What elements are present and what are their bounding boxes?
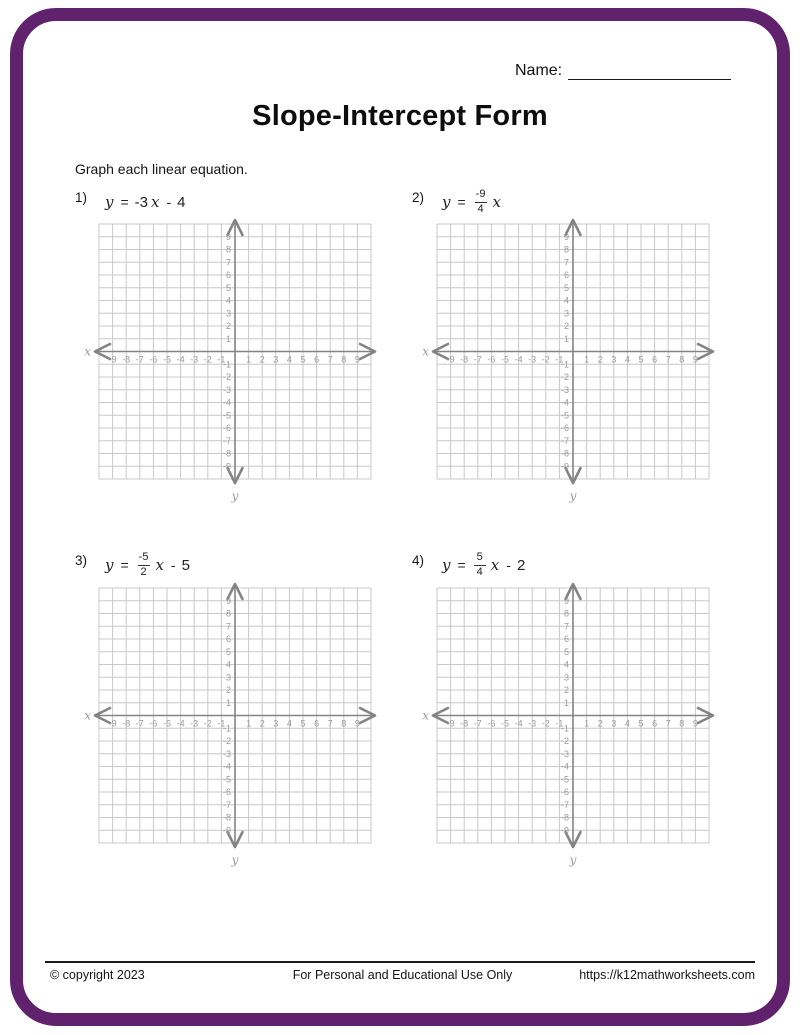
footer-divider xyxy=(45,961,755,963)
tick-label: 4 xyxy=(225,659,231,670)
equation-term: - xyxy=(506,557,511,573)
problem-number: 2) xyxy=(412,190,425,205)
y-axis-label: y xyxy=(569,489,577,503)
tick-label: -8 xyxy=(560,448,569,459)
tick-label: 3 xyxy=(563,308,569,319)
tick-label: 4 xyxy=(563,295,569,306)
tick-label: 1 xyxy=(225,697,231,708)
tick-label: -6 xyxy=(487,718,496,729)
tick-label: 7 xyxy=(225,257,231,268)
tick-label: -9 xyxy=(108,354,117,365)
problem-number: 1) xyxy=(75,190,88,205)
tick-label: 4 xyxy=(286,718,292,729)
tick-label: -2 xyxy=(203,718,212,729)
tick-label: -5 xyxy=(560,774,569,785)
tick-label: 2 xyxy=(563,321,569,331)
equation-variable: y xyxy=(442,556,451,574)
x-axis-label: x xyxy=(84,708,91,723)
tick-label: 6 xyxy=(652,354,658,365)
tick-label: 1 xyxy=(584,718,590,729)
tick-label: 7 xyxy=(225,621,231,632)
tick-label: -2 xyxy=(222,372,231,382)
equation-term: 5 xyxy=(181,556,190,574)
tick-label: -6 xyxy=(222,423,231,433)
coordinate-grid-3 xyxy=(75,574,385,874)
tick-label: -4 xyxy=(176,718,185,729)
tick-label: -2 xyxy=(541,718,550,729)
tick-label: 1 xyxy=(584,354,590,365)
tick-label: -7 xyxy=(135,354,144,365)
tick-label: 6 xyxy=(314,354,320,365)
tick-label: -5 xyxy=(500,718,510,729)
tick-label: -2 xyxy=(222,736,231,746)
tick-label: -7 xyxy=(473,354,482,365)
tick-label: -5 xyxy=(222,410,231,421)
tick-label: 5 xyxy=(638,718,644,729)
tick-label: -5 xyxy=(500,354,510,365)
tick-label: -1 xyxy=(222,723,231,734)
tick-label: 4 xyxy=(563,659,569,670)
equation-variable: y xyxy=(105,556,114,574)
tick-label: 9 xyxy=(692,354,698,365)
tick-label: -1 xyxy=(555,354,564,365)
tick-label: 8 xyxy=(225,244,231,255)
tick-label: -3 xyxy=(222,748,231,759)
tick-label: -5 xyxy=(162,354,172,365)
tick-label: -8 xyxy=(222,812,231,823)
tick-label: 2 xyxy=(225,321,231,331)
tick-label: -4 xyxy=(222,397,231,408)
tick-label: 5 xyxy=(300,718,306,729)
tick-label: -8 xyxy=(460,718,469,729)
tick-label: 5 xyxy=(563,282,569,293)
tick-label: 7 xyxy=(665,354,671,365)
tick-label: -8 xyxy=(560,812,569,823)
tick-label: 4 xyxy=(624,718,630,729)
tick-label: -5 xyxy=(162,718,172,729)
fraction: $\frac{-9}{4}$ xyxy=(475,188,486,215)
tick-label: 3 xyxy=(611,718,617,729)
tick-label: 6 xyxy=(225,634,231,644)
tick-label: 6 xyxy=(652,718,658,729)
tick-label: 5 xyxy=(225,282,231,293)
tick-label: -6 xyxy=(149,354,158,365)
tick-label: 9 xyxy=(563,231,569,242)
tick-label: -1 xyxy=(222,359,231,370)
equation-term: = xyxy=(457,194,466,210)
equation-term: = xyxy=(120,194,129,210)
tick-label: -2 xyxy=(203,354,212,365)
tick-label: 1 xyxy=(246,354,252,365)
tick-label: 7 xyxy=(327,354,333,365)
tick-label: 2 xyxy=(597,354,603,365)
tick-label: 5 xyxy=(563,646,569,657)
tick-label: 8 xyxy=(225,608,231,619)
tick-label: -7 xyxy=(473,718,482,729)
tick-label: -7 xyxy=(135,718,144,729)
fraction: $\frac{-5}{2}$ xyxy=(138,551,149,578)
tick-label: 3 xyxy=(225,308,231,319)
tick-label: 9 xyxy=(354,354,360,365)
tick-label: 8 xyxy=(563,244,569,255)
tick-label: -9 xyxy=(108,718,117,729)
coordinate-grid-1 xyxy=(75,210,385,510)
tick-label: 1 xyxy=(246,718,252,729)
tick-label: 1 xyxy=(563,697,569,708)
tick-label: 3 xyxy=(563,672,569,683)
equation-variable: x xyxy=(151,193,160,211)
tick-label: 3 xyxy=(273,354,279,365)
tick-label: -7 xyxy=(222,799,231,810)
tick-label: -3 xyxy=(528,718,537,729)
tick-label: -3 xyxy=(190,354,199,365)
tick-label: -8 xyxy=(122,354,131,365)
tick-label: -7 xyxy=(222,435,231,446)
tick-label: -6 xyxy=(149,718,158,729)
tick-label: 7 xyxy=(327,718,333,729)
equation-term: = xyxy=(457,557,466,573)
tick-label: -4 xyxy=(560,397,569,408)
tick-label: 7 xyxy=(665,718,671,729)
equation-term: - xyxy=(170,557,176,573)
tick-label: -8 xyxy=(460,354,469,365)
footer xyxy=(45,968,755,982)
coordinate-grid-4 xyxy=(413,574,723,874)
tick-label: 5 xyxy=(300,354,306,365)
tick-label: 9 xyxy=(563,595,569,606)
equation-variable: x xyxy=(490,556,500,574)
x-axis-label: x xyxy=(422,344,429,359)
tick-label: 8 xyxy=(679,354,685,365)
tick-label: -3 xyxy=(528,354,537,365)
tick-label: -6 xyxy=(222,787,231,797)
tick-label: 5 xyxy=(638,354,644,365)
y-axis-label: y xyxy=(231,853,239,867)
tick-label: -8 xyxy=(122,718,131,729)
y-axis-label: y xyxy=(569,853,577,867)
problem-number: 3) xyxy=(75,553,88,568)
tick-label: -6 xyxy=(487,354,496,365)
tick-label: -4 xyxy=(222,761,231,772)
tick-label: -1 xyxy=(560,723,569,734)
tick-label: -6 xyxy=(560,787,569,797)
tick-label: 4 xyxy=(286,354,292,365)
tick-label: 8 xyxy=(679,718,685,729)
tick-label: -6 xyxy=(560,423,569,433)
tick-label: 2 xyxy=(259,354,265,365)
tick-label: -9 xyxy=(446,718,455,729)
tick-label: -4 xyxy=(514,718,523,729)
equation-variable: x xyxy=(492,193,501,211)
x-axis-label: x xyxy=(84,344,91,359)
y-axis-label: y xyxy=(231,489,239,503)
tick-label: -5 xyxy=(222,774,231,785)
name-blank-line xyxy=(568,62,731,80)
equation-variable: y xyxy=(105,193,114,211)
tick-label: -3 xyxy=(560,748,569,759)
tick-label: 2 xyxy=(597,718,603,729)
equation-term: = xyxy=(120,557,129,573)
x-axis-label: x xyxy=(422,708,429,723)
tick-label: -9 xyxy=(560,461,569,472)
tick-label: -8 xyxy=(222,448,231,459)
tick-label: -7 xyxy=(560,435,569,446)
tick-label: -3 xyxy=(560,384,569,395)
tick-label: 1 xyxy=(563,333,569,344)
tick-label: 3 xyxy=(611,354,617,365)
tick-label: 2 xyxy=(225,685,231,695)
tick-label: -4 xyxy=(560,761,569,772)
tick-label: -4 xyxy=(176,354,185,365)
tick-label: 8 xyxy=(563,608,569,619)
tick-label: -2 xyxy=(541,354,550,365)
problem-number: 4) xyxy=(412,553,425,568)
equation-term: -3 xyxy=(134,193,149,211)
tick-label: -1 xyxy=(217,354,226,365)
equation-term: - xyxy=(166,194,172,210)
tick-label: 1 xyxy=(225,333,231,344)
tick-label: 2 xyxy=(259,718,265,729)
tick-label: -5 xyxy=(560,410,569,421)
tick-label: 5 xyxy=(225,646,231,657)
tick-label: 6 xyxy=(563,634,569,644)
tick-label: -1 xyxy=(555,718,564,729)
tick-label: -9 xyxy=(560,825,569,836)
tick-label: -9 xyxy=(446,354,455,365)
equation-term: 2 xyxy=(516,556,526,574)
coordinate-grid-2 xyxy=(413,210,723,510)
instructions-text: Graph each linear equation. xyxy=(75,161,248,177)
tick-label: -3 xyxy=(190,718,199,729)
tick-label: 6 xyxy=(225,270,231,280)
equation-term: 4 xyxy=(177,193,186,211)
tick-label: 4 xyxy=(624,354,630,365)
tick-label: -3 xyxy=(222,384,231,395)
equation-variable: x xyxy=(155,556,164,574)
tick-label: 9 xyxy=(225,231,231,242)
tick-label: -2 xyxy=(560,736,569,746)
tick-label: -9 xyxy=(222,825,231,836)
tick-label: 6 xyxy=(314,718,320,729)
footer-usage: For Personal and Educational Use Only xyxy=(292,968,513,982)
name-row xyxy=(515,62,731,80)
page-title: Slope-Intercept Form xyxy=(252,100,548,132)
tick-label: -7 xyxy=(560,799,569,810)
tick-label: -2 xyxy=(560,372,569,382)
tick-label: -4 xyxy=(514,354,523,365)
tick-label: 4 xyxy=(225,295,231,306)
tick-label: 9 xyxy=(354,718,360,729)
tick-label: -9 xyxy=(222,461,231,472)
fraction: $\frac{5}{4}$ xyxy=(474,552,486,578)
tick-label: 2 xyxy=(563,685,569,695)
footer-website: https://k12mathworksheets.com xyxy=(579,968,756,982)
tick-label: 3 xyxy=(225,672,231,683)
tick-label: 7 xyxy=(563,257,569,268)
tick-label: 9 xyxy=(225,595,231,606)
tick-label: 3 xyxy=(273,718,279,729)
tick-label: 7 xyxy=(563,621,569,632)
tick-label: -1 xyxy=(560,359,569,370)
name-label: Name: xyxy=(515,62,563,79)
tick-label: 8 xyxy=(341,354,347,365)
tick-label: -1 xyxy=(217,718,226,729)
footer-copyright: © copyright 2023 xyxy=(50,968,145,982)
tick-label: 8 xyxy=(341,718,347,729)
tick-label: 6 xyxy=(563,270,569,280)
equation-variable: y xyxy=(442,193,451,211)
tick-label: 9 xyxy=(692,718,698,729)
